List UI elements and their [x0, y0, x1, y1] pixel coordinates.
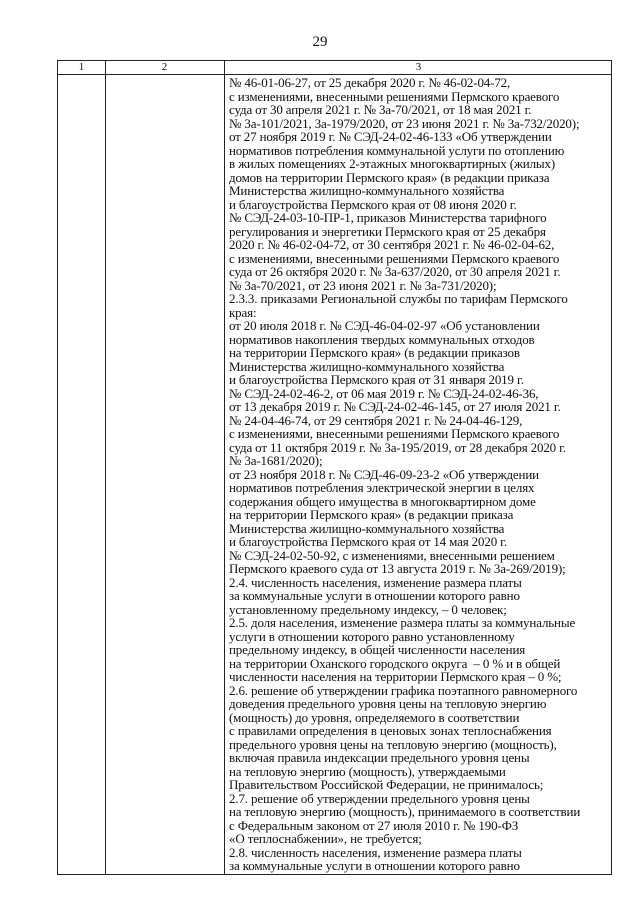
text-line: 2.5. доля населения, изменение размера платы за коммунальные [229, 615, 576, 630]
text-line: на территории Оханского городского округа – 0 % и в общей [229, 655, 561, 671]
text-line: содержания общего имущества в многоквартирном доме [229, 493, 536, 509]
text-line: и благоустройства Пермского края от 08 июня 2020 г. [229, 196, 517, 212]
text-line: от 27 ноября 2019 г. № СЭД-24-02-46-133 «Об утверждении [229, 129, 552, 144]
text-line: с правилами определения в ценовых зонах теплоснабжения [229, 723, 552, 738]
text-line: суда от 30 апреля 2021 г. № 3а-70/2021, от 18 мая 2021 г. [229, 102, 532, 117]
text-line: предельного уровня цены на тепловую энергию (мощность), [229, 736, 557, 752]
text-line: предельному индексу, в общей численности населения [229, 642, 526, 657]
text-line: на территории Пермского края» (в редакции приказа [229, 507, 514, 522]
text-line: с изменениями, внесенными решениями Пермского краевого [229, 88, 560, 104]
text-line: Министерства жилищно-коммунального хозяйства [229, 183, 505, 198]
text-line: 2.3.3. приказами Региональной службы по тарифам Пермского [229, 291, 568, 306]
text-line: края: [229, 304, 257, 320]
text-line: № СЭД-24-02-46-2, от 06 мая 2019 г. № СЭД-24-02-46-36, [229, 385, 539, 401]
text-line: нормативов накопления твердых коммунальных отходов [229, 331, 535, 347]
page-number: 29 [312, 34, 328, 50]
text-line: «О теплоснабжении», не требуется; [229, 831, 422, 846]
text-line: 2.4. численность населения, изменение размера платы [229, 574, 522, 590]
column-header-2: 2 [161, 61, 168, 73]
text-line: № 3а-70/2021, от 23 июня 2021 г. № 3а-731/2020); [229, 277, 497, 293]
text-line: с изменениями, внесенными решениями Пермского краевого [229, 250, 560, 266]
text-line: и благоустройства Пермского края от 14 мая 2020 г. [229, 534, 507, 549]
text-line: Правительством Российской Федерации, не принималось; [229, 777, 544, 792]
text-line: за коммунальные услуги в отношении которого равно [229, 858, 520, 873]
text-line: № 3а-101/2021, 3а-1979/2020, от 23 июня 2021 г. № 3а-732/2020); [229, 115, 580, 131]
text-line: домов на территории Пермского края» (в редакции приказа [229, 169, 550, 185]
text-line: услуги в отношении которого равно установленному [229, 628, 515, 644]
text-line: нормативов потребления электрической энергии в целях [229, 480, 535, 495]
text-line: на тепловую энергию (мощность), утверждаемыми [229, 763, 506, 779]
text-line: суда от 11 октября 2019 г. № 3а-195/2019, от 28 декабря 2020 г. [229, 439, 566, 455]
text-line: № 24-04-46-74, от 29 сентября 2021 г. № 24-04-46-129, [229, 412, 523, 428]
text-line: доведения предельного уровня цены на тепловую энергию [229, 696, 547, 711]
text-line: № СЭД-24-03-10-ПР-1, приказов Министерства тарифного [229, 210, 547, 225]
column-divider-1 [105, 61, 106, 874]
text-line: от 23 ноября 2018 г. № СЭД-46-09-23-2 «Об утверждении [229, 466, 539, 482]
text-line: № СЭД-24-02-50-92, с изменениями, внесенными решением [229, 547, 555, 563]
text-line: суда от 26 октября 2020 г. № 3а-637/2020, от 30 апреля 2021 г. [229, 264, 561, 279]
text-line: от 20 июля 2018 г. № СЭД-46-04-02-97 «Об установлении [229, 318, 540, 333]
column-header-1: 1 [78, 61, 85, 73]
text-line: за коммунальные услуги в отношении которого равно [229, 588, 520, 603]
text-line: на тепловую энергию (мощность), принимаемого в соответствии [229, 804, 581, 819]
text-line: численности населения на территории Пермского края – 0 %; [229, 669, 562, 684]
text-line: с изменениями, внесенными решениями Пермского краевого [229, 426, 560, 441]
text-line: от 13 декабря 2019 г. № СЭД-24-02-46-145, от 27 июля 2021 г. [229, 399, 561, 414]
text-line: нормативов потребления коммунальной услуги по отоплению [229, 142, 565, 158]
text-line: на территории Пермского края» (в редакции приказов [229, 345, 520, 360]
text-line: Министерства жилищно-коммунального хозяйства [229, 358, 505, 374]
text-line: включая правила индексации предельного уровня цены [229, 750, 530, 765]
text-line: регулирования и энергетики Пермского края от 25 декабря [229, 223, 546, 239]
text-line: Пермского краевого суда от 13 августа 2019 г. № 3а-269/2019); [229, 561, 566, 576]
text-line: Министерства жилищно-коммунального хозяйства [229, 520, 505, 536]
text-line: 2.6. решение об утверждении графика поэтапного равномерного [229, 682, 578, 698]
text-line: № 46-01-06-27, от 25 декабря 2020 г. № 46-02-04-72, [229, 75, 511, 90]
text-line: 2.8. численность населения, изменение размера платы [229, 844, 522, 860]
text-line: (мощность) до уровня, определяемого в соответствии [229, 709, 520, 725]
text-line: и благоустройства Пермского края от 31 января 2019 г. [229, 372, 524, 387]
text-line: 2020 г. № 46-02-04-72, от 30 сентября 2021 г. № 46-02-04-62, [229, 237, 555, 252]
column-divider-2 [224, 61, 225, 874]
text-line: № 3а-1681/2020); [229, 453, 323, 468]
text-line: с Федеральным законом от 27 июля 2010 г. № 190-ФЗ [229, 817, 519, 833]
column-header-3: 3 [415, 61, 422, 73]
text-line: в жилых помещениях 2-этажных многоквартирных (жилых) [229, 156, 556, 171]
text-line: установленному предельному индексу, – 0 человек; [229, 601, 507, 617]
column-3-text [229, 76, 611, 873]
document-table [57, 60, 612, 875]
text-line: 2.7. решение об утверждении предельного уровня цены [229, 790, 530, 806]
